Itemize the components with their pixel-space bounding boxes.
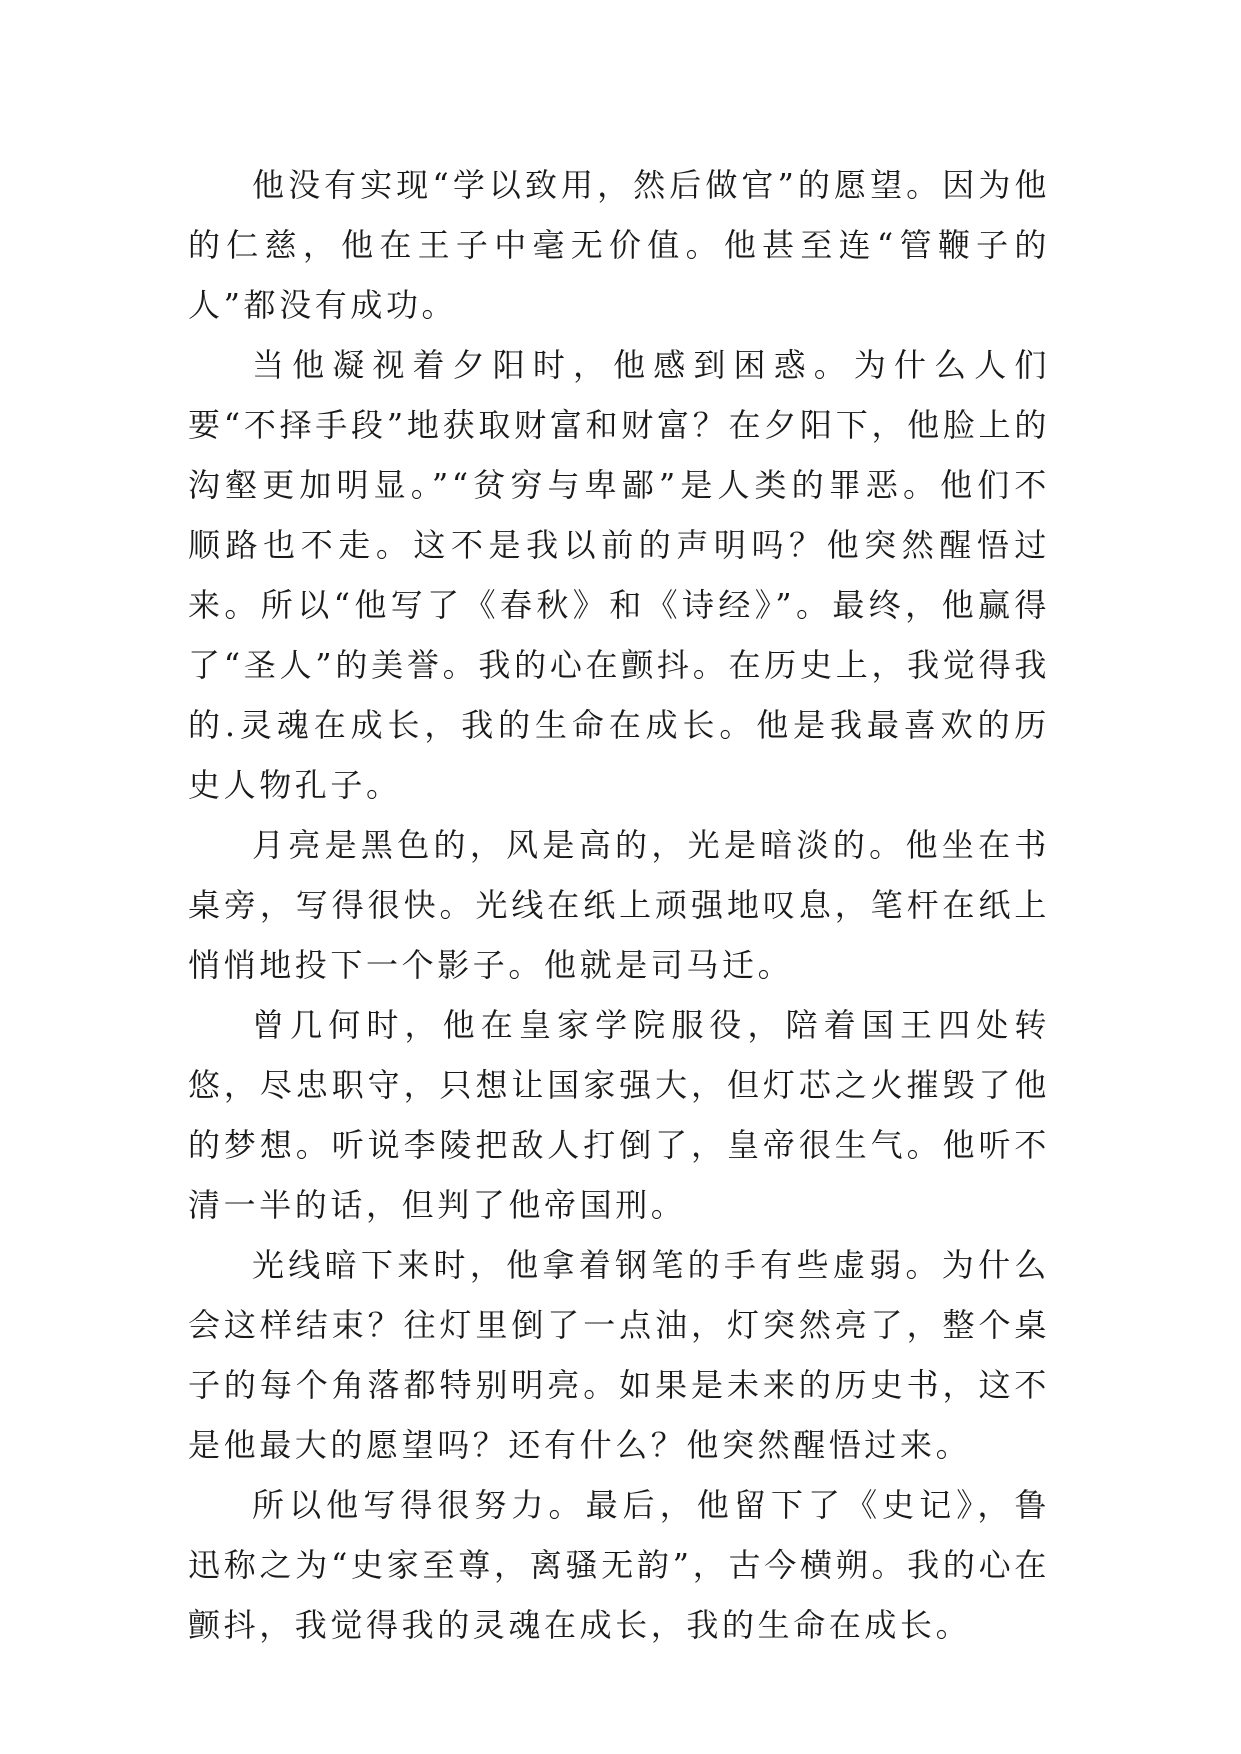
paragraph-5: 光线暗下来时，他拿着钢笔的手有些虚弱。为什么会这样结束？往灯里倒了一点油，灯突然亮了，整个桌子的每个角落都特别明亮。如果是未来的历史书，这不是他最大的愿望吗？还有什么？他突然醒悟过来。 [188,1246,1050,1464]
paragraph-4: 曾几何时，他在皇家学院服役，陪着国王四处转悠，尽忠职守，只想让国家强大，但灯芯之火摧毁了他的梦想。听说李陵把敌人打倒了，皇帝很生气。他听不清一半的话，但判了他帝国刑。 [188,1006,1050,1224]
paragraph-1: 他没有实现“学以致用，然后做官”的愿望。因为他的仁慈，他在王子中毫无价值。他甚至连“管鞭子的人”都没有成功。 [188,166,1050,324]
paragraph-6: 所以他写得很努力。最后，他留下了《史记》，鲁迅称之为“史家至尊，离骚无韵”，古今横朔。我的心在颤抖，我觉得我的灵魂在成长，我的生命在成长。 [188,1486,1050,1644]
paragraph-2: 当他凝视着夕阳时，他感到困惑。为什么人们要“不择手段”地获取财富和财富？在夕阳下，他脸上的沟壑更加明显。”“贫穷与卑鄙”是人类的罪恶。他们不顺路也不走。这不是我以前的声明吗？他突然醒悟过来。所以“他写了《春秋》和《诗经》”。最终，他赢得了“圣人”的美誉。我的心在颤抖。在历史上，我觉得我的.灵魂在成长，我的生命在成长。他是我最喜欢的历史人物孔子。 [188,346,1050,804]
paragraph-3: 月亮是黑色的，风是高的，光是暗淡的。他坐在书桌旁，写得很快。光线在纸上顽强地叹息，笔杆在纸上悄悄地投下一个影子。他就是司马迁。 [188,826,1050,984]
document-body [188,155,1050,1655]
